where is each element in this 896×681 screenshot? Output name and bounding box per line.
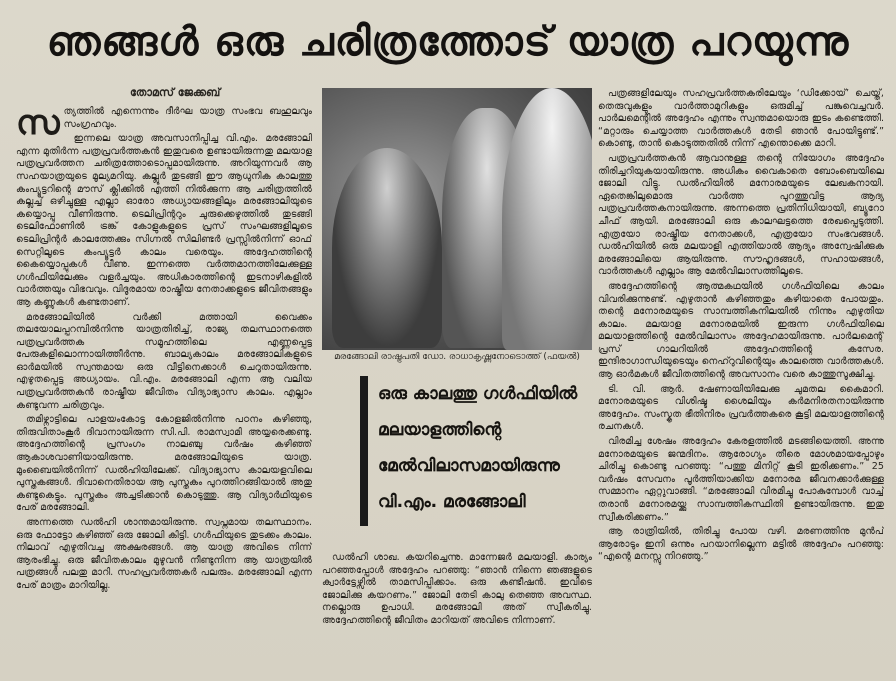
paragraph: പത്രങ്ങളിലേയും സഹപ്രവർത്തകരിലേയും ‘ഡിക്കോയ്’ ചെയ്ത്, തെരുവുകളും വാർത്താമുറികളും ഒരുമിച്ച് പങ്കുവെച്ചവർ. പാർലമെന്റിൽ അദ്ദേഹം എന്നും സ്വന്തമായൊരു ഇടം കണ്ടെത്തി. “മറ്റാരും ചെയ്യാത്ത വാർത്തകൾ തേടി ഞാൻ പോയിട്ടുണ്ട്.” കൊണ്ടു, താൻ കൊടുത്തതിൽ നിന്ന് എന്തൊക്കെ മാറി. [598, 88, 884, 150]
paragraph: ഡൽഹി ശാഖ. കയറിച്ചെന്നു. മാന്നേജർ മലയാളി. കാര്യം പറഞ്ഞപ്പോൾ അദ്ദേഹം പറഞ്ഞു: “ഞാൻ നിന്നെ ഞങ്ങളുടെ ക്വാർട്ടേഴ്സിൽ താമസിപ്പിക്കാം. ഒരു കണ്ടീഷൻ. ഇവിടെ ജോലിക്കു കയറണം.” ജോലി തേടി കാലു തെഞ്ഞ അവസ്ഥ. നല്ലൊരു ഉപാധി. മരങ്ങോലി അത് സ്വീകരിച്ചു. അദ്ദേഹത്തിന്റെ ജീവിതം മാറിയത് അവിടെ നിന്നാണ്. [322, 552, 592, 626]
photo-figure-left [332, 148, 442, 348]
headline: ഞങ്ങൾ ഒരു ചരിത്രത്തോട് യാത്ര പറയുന്നു [46, 18, 850, 65]
paragraph: ടി. വി. ആർ. ഷേണായിയിലേക്കു ചുമതല കൈമാറി. മനോരമയുടെ വിശിഷ്ട ശൈലിയും കർമനിരതനായിരുന്നു അദ്ദേഹം. സംസ്കൃത ഭീതിനിരം പ്രവർത്തകരെ കൂട്ടി മലയാളത്തിന്റെ രചനകൾ. [598, 383, 884, 433]
pull-quote-line: വി.എം. മരങ്ങോലി [378, 492, 526, 512]
paragraph: പത്രപ്രവർത്തകൻ ആവാനുള്ള തന്റെ നിയോഗം അദ്ദേഹം തിരിച്ചറിയുകയായിരുന്നു. അധികം വൈകാതെ ബോംബെയിലെ ജോലി വിട്ടു. ഡൽഹിയിൽ മനോരമയുടെ ലേഖകനായി. ഏതെങ്കിലുമൊരു വാർത്ത പുറത്തുവിട്ട ആദ്യ പത്രപ്രവർത്തകനായിരുന്നു. അന്നത്തെ പ്രതിനിധിയായി, ബ്യൂറോ ചീഫ് ആയി. മരങ്ങോലി ഒരു കാലഘട്ടത്തെ രേഖപ്പെടുത്തി. എത്രയോ രാഷ്ട്രീയ നേതാക്കൾ, എത്രയോ സംഭവങ്ങൾ. ഡൽഹിയിൽ ഒരു മലയാളി എത്തിയാൽ ആദ്യം അന്വേഷിക്കുക മരങ്ങോലിയെ ആയിരുന്നു. സൗഹൃദങ്ങൾ, സഹായങ്ങൾ, വാർത്തകൾ എല്ലാം ആ മേൽവിലാസത്തിലൂടെ. [598, 152, 884, 278]
photo-caption: മരങ്ങോലി രാഷ്ട്രപതി ഡോ. രാധാകൃഷ്ണനോടൊത്ത് (ഫയൽ) [334, 352, 580, 362]
paragraph: ആ രാത്രിയിൽ, തിരിച്ചു പോയ വഴി. മരണത്തിനു മുൻപ് ആരോടും ഇനി ഒന്നും പറയാനില്ലെന്ന മട്ടിൽ അദ്ദേഹം പറഞ്ഞു: “എന്റെ മനസ്സു നിറഞ്ഞു.” [598, 526, 884, 563]
photo-figure-right [502, 88, 592, 350]
paragraph: വിരമിച്ച ശേഷം അദ്ദേഹം കേരളത്തിൽ മടങ്ങിയെത്തി. അന്നു മനോരമയുടെ ജന്മദിനം. ആരോഗ്യം തീരെ മോശമായപ്പോഴും ചിരിച്ചു കൊണ്ടു പറഞ്ഞു: “പത്തു മിനിറ്റ് കൂടി ഇരിക്കണം.” 25 വർഷം സേവനം പൂർത്തിയാക്കിയ മനോരമ ജീവനക്കാർക്കുള്ള സമ്മാനം ഏറ്റുവാങ്ങി. “മരങ്ങോലി വിരമിച്ചു പോകുമ്പോൾ വാച്ച് തരാൻ മനോരമയ്ക്കു സാമ്പത്തികസ്ഥിതി ഉണ്ടായിരുന്നു. ഇതു സ്വീകരിക്കണം.” [598, 436, 884, 523]
byline: തോമസ് ജേക്കബ് [130, 86, 221, 99]
paragraph: ത്യത്തിൽ എന്നെന്നും ദീർഘ യാത്ര സംഭവ ബഹുലവും സംഗ്രഹവും. [63, 106, 312, 130]
drop-cap: സ [16, 103, 60, 143]
pull-quote-line: ഒരു കാലത്തു ഗൾഫിയിൽ [378, 384, 578, 404]
paragraph: മരങ്ങോലിയിൽ വർക്കി മത്തായി വൈക്കം തലയോലപ്പറമ്പിൽനിന്നു യാത്രതിരിച്ച്, രാജ്യ തലസ്ഥാനത്തെ പത്രപ്രവർത്തക സമൂഹത്തിലെ എണ്ണപ്പെട്ട പേരുകളിലൊന്നായിത്തീർന്നു. ബാല്യകാലം മരങ്ങോലികളുടെ ഓർമയിൽ സ്വന്തമായ ഒരു വീട്ടിനെക്കാൾ ചെറുതായിരുന്നു. എഴുതപ്പെട്ട അധ്യായം. വി.എം. മരങ്ങോലി എന്ന ആ വലിയ പത്രപ്രവർത്തകൻ രാഷ്ട്രീയ ജീവിതം വിദ്യാഭ്യാസ കാലം. എല്ലാം കണ്ടുവന്ന ചരിത്രവും. [16, 311, 312, 411]
article-column-3 [598, 88, 884, 673]
article-column-1 [16, 92, 312, 677]
pull-quote-line: മേൽവിലാസമായിരുന്നു [378, 456, 560, 476]
news-photo [322, 88, 592, 350]
paragraph: അദ്ദേഹത്തിന്റെ ആത്മകഥയിൽ ഗൾഫിയിലെ കാലം വിവരിക്കുന്നുണ്ട്. എഴുതാൻ കഴിഞ്ഞതും കഴിയാതെ പോയതും. തന്റെ മനോരമയുടെ സാമ്പത്തികനിലയിൽ നിന്നും എഴുതിയ കാലം. മലയാള മനോരമയിൽ ഇരുന്ന ഗൾഫിയിലെ മലയാളത്തിന്റെ മേൽവിലാസം അദ്ദേഹമായിരുന്നു. പാർലമെന്റ് പ്രസ് ഗാലറിയിൽ അദ്ദേഹത്തിന്റെ കസേര. ഇന്ദിരാഗാന്ധിയുടെയും നെഹ്റുവിന്റെയും കാലത്തെ വാർത്തകൾ. ആ ഓർമകൾ ജീവിതത്തിന്റെ അവസാനം വരെ കാത്തുസൂക്ഷിച്ചു. [598, 280, 884, 381]
paragraph: തമിഴ്നാട്ടിലെ പാളയംകോട്ട കോളജിൽനിന്നു പഠനം കഴിഞ്ഞു, തിരുവിതാംകൂർ ദിവാനായിരുന്ന സി.പി. രാമസ്വാമി അയ്യരെക്കണ്ടു. അദ്ദേഹത്തിന്റെ പ്രസംഗം നാലഞ്ചു വർഷം കഴിഞ്ഞ് ആകാശവാണിയായിരുന്നു. മരങ്ങോലിയുടെ യാത്ര. മുംബൈയിൽനിന്ന് ഡൽഹിയിലേക്ക്. വിദ്യാഭ്യാസ കാലയളവിലെ പുസ്തകങ്ങൾ. ദിവാനെതിരായ ആ പുസ്തകം പുറത്തിറങ്ങിയാൽ അതു കണ്ടുകെട്ടും. പുസ്തകം അച്ചടിക്കാൻ കൊടുത്തു. ആ വിദ്യാർഥിയുടെ പേര് മരങ്ങോലി. [16, 414, 312, 514]
pull-quote [360, 376, 606, 526]
article-column-2 [322, 552, 592, 678]
paragraph: അന്നത്തെ ഡൽഹി ശാന്തമായിരുന്നു. സ്വപ്നമായ തലസ്ഥാനം. ഒരു ഫോട്ടോ കഴിഞ്ഞ് ഒരു ജോലി കിട്ടി. ഗൾഫിയുടെ തുടക്കം കാലം. നിലാവ് എഴുതിവച്ച അക്ഷരങ്ങൾ. ആ യാത്ര അവിടെ നിന്ന് ആരംഭിച്ചു. ഒരു ജീവിതകാലം മുഴുവൻ നീണ്ടുനിന്ന ആ യാത്രയിൽ പത്രങ്ങൾ പലതു മാറി. സഹപ്രവർത്തകർ പലരും. മരങ്ങോലി എന്ന പേര് മാത്രം മാറിയില്ല. [16, 517, 312, 591]
pull-quote-line: മലയാളത്തിന്റെ [378, 420, 502, 440]
paragraph: ഇന്നലെ യാത്ര അവസാനിപ്പിച്ച വി.എം. മരങ്ങോലി എന്ന മുതിർന്ന പത്രപ്രവർത്തകൻ ഇതുവരെ ഉണ്ടായിരുന്നതു മലയാള പത്രപ്രവർത്തന ചരിത്രത്തോടൊപ്പമായിരുന്നു. അറിയുന്നവർ ആ സഹയാത്രയുടെ മൂല്യമറിയു. കല്ലൂർ തുടങ്ങി ഈ ആധുനിക കാലത്തു കംപ്യൂട്ടറിന്റെ മൗസ് ക്ലിക്കിൽ എത്തി നിൽക്കുന്ന ആ ചരിത്രത്തിൽ കല്ലച്ച് ഒഴിച്ചുള്ള എല്ലാ ഓരോ അധ്യായങ്ങളിലും മരങ്ങോലിയുടെ കയ്യൊപ്പു വീണിരുന്നു. ടെലിപ്രിന്ററും ചുരുക്കെഴുത്തിൽ തുടങ്ങി ടെലിഫോണിൽ ട്രങ്ക് കോളുകളുടെ പ്രസ് സംഘങ്ങളിലൂടെ ടെലിപ്രിന്റർ കാലത്തേക്കും സിഗ്നൽ സിലിണ്ടർ പ്രസ്സിൽനിന്ന് ഓഫ് സെറ്റിലൂടെ കംപ്യൂട്ടർ കാലം വരെയും. അദ്ദേഹത്തിന്റെ കൈയ്യൊപ്പുകൾ വീണു. ഇന്നത്തെ വർത്തമാനത്തിലേക്കുള്ള ഗൾഫിയിലേക്കും വളർച്ചയും. അധികാരത്തിന്റെ ഇടനാഴികളിൽ വാർത്തയും വിഭവവും. വിദൂരമായ രാഷ്ട്രീയ നേതാക്കളുടെ ജീവിതങ്ങളും ആ കണ്ണുകൾ കണ്ടതാണ്. [16, 133, 312, 308]
